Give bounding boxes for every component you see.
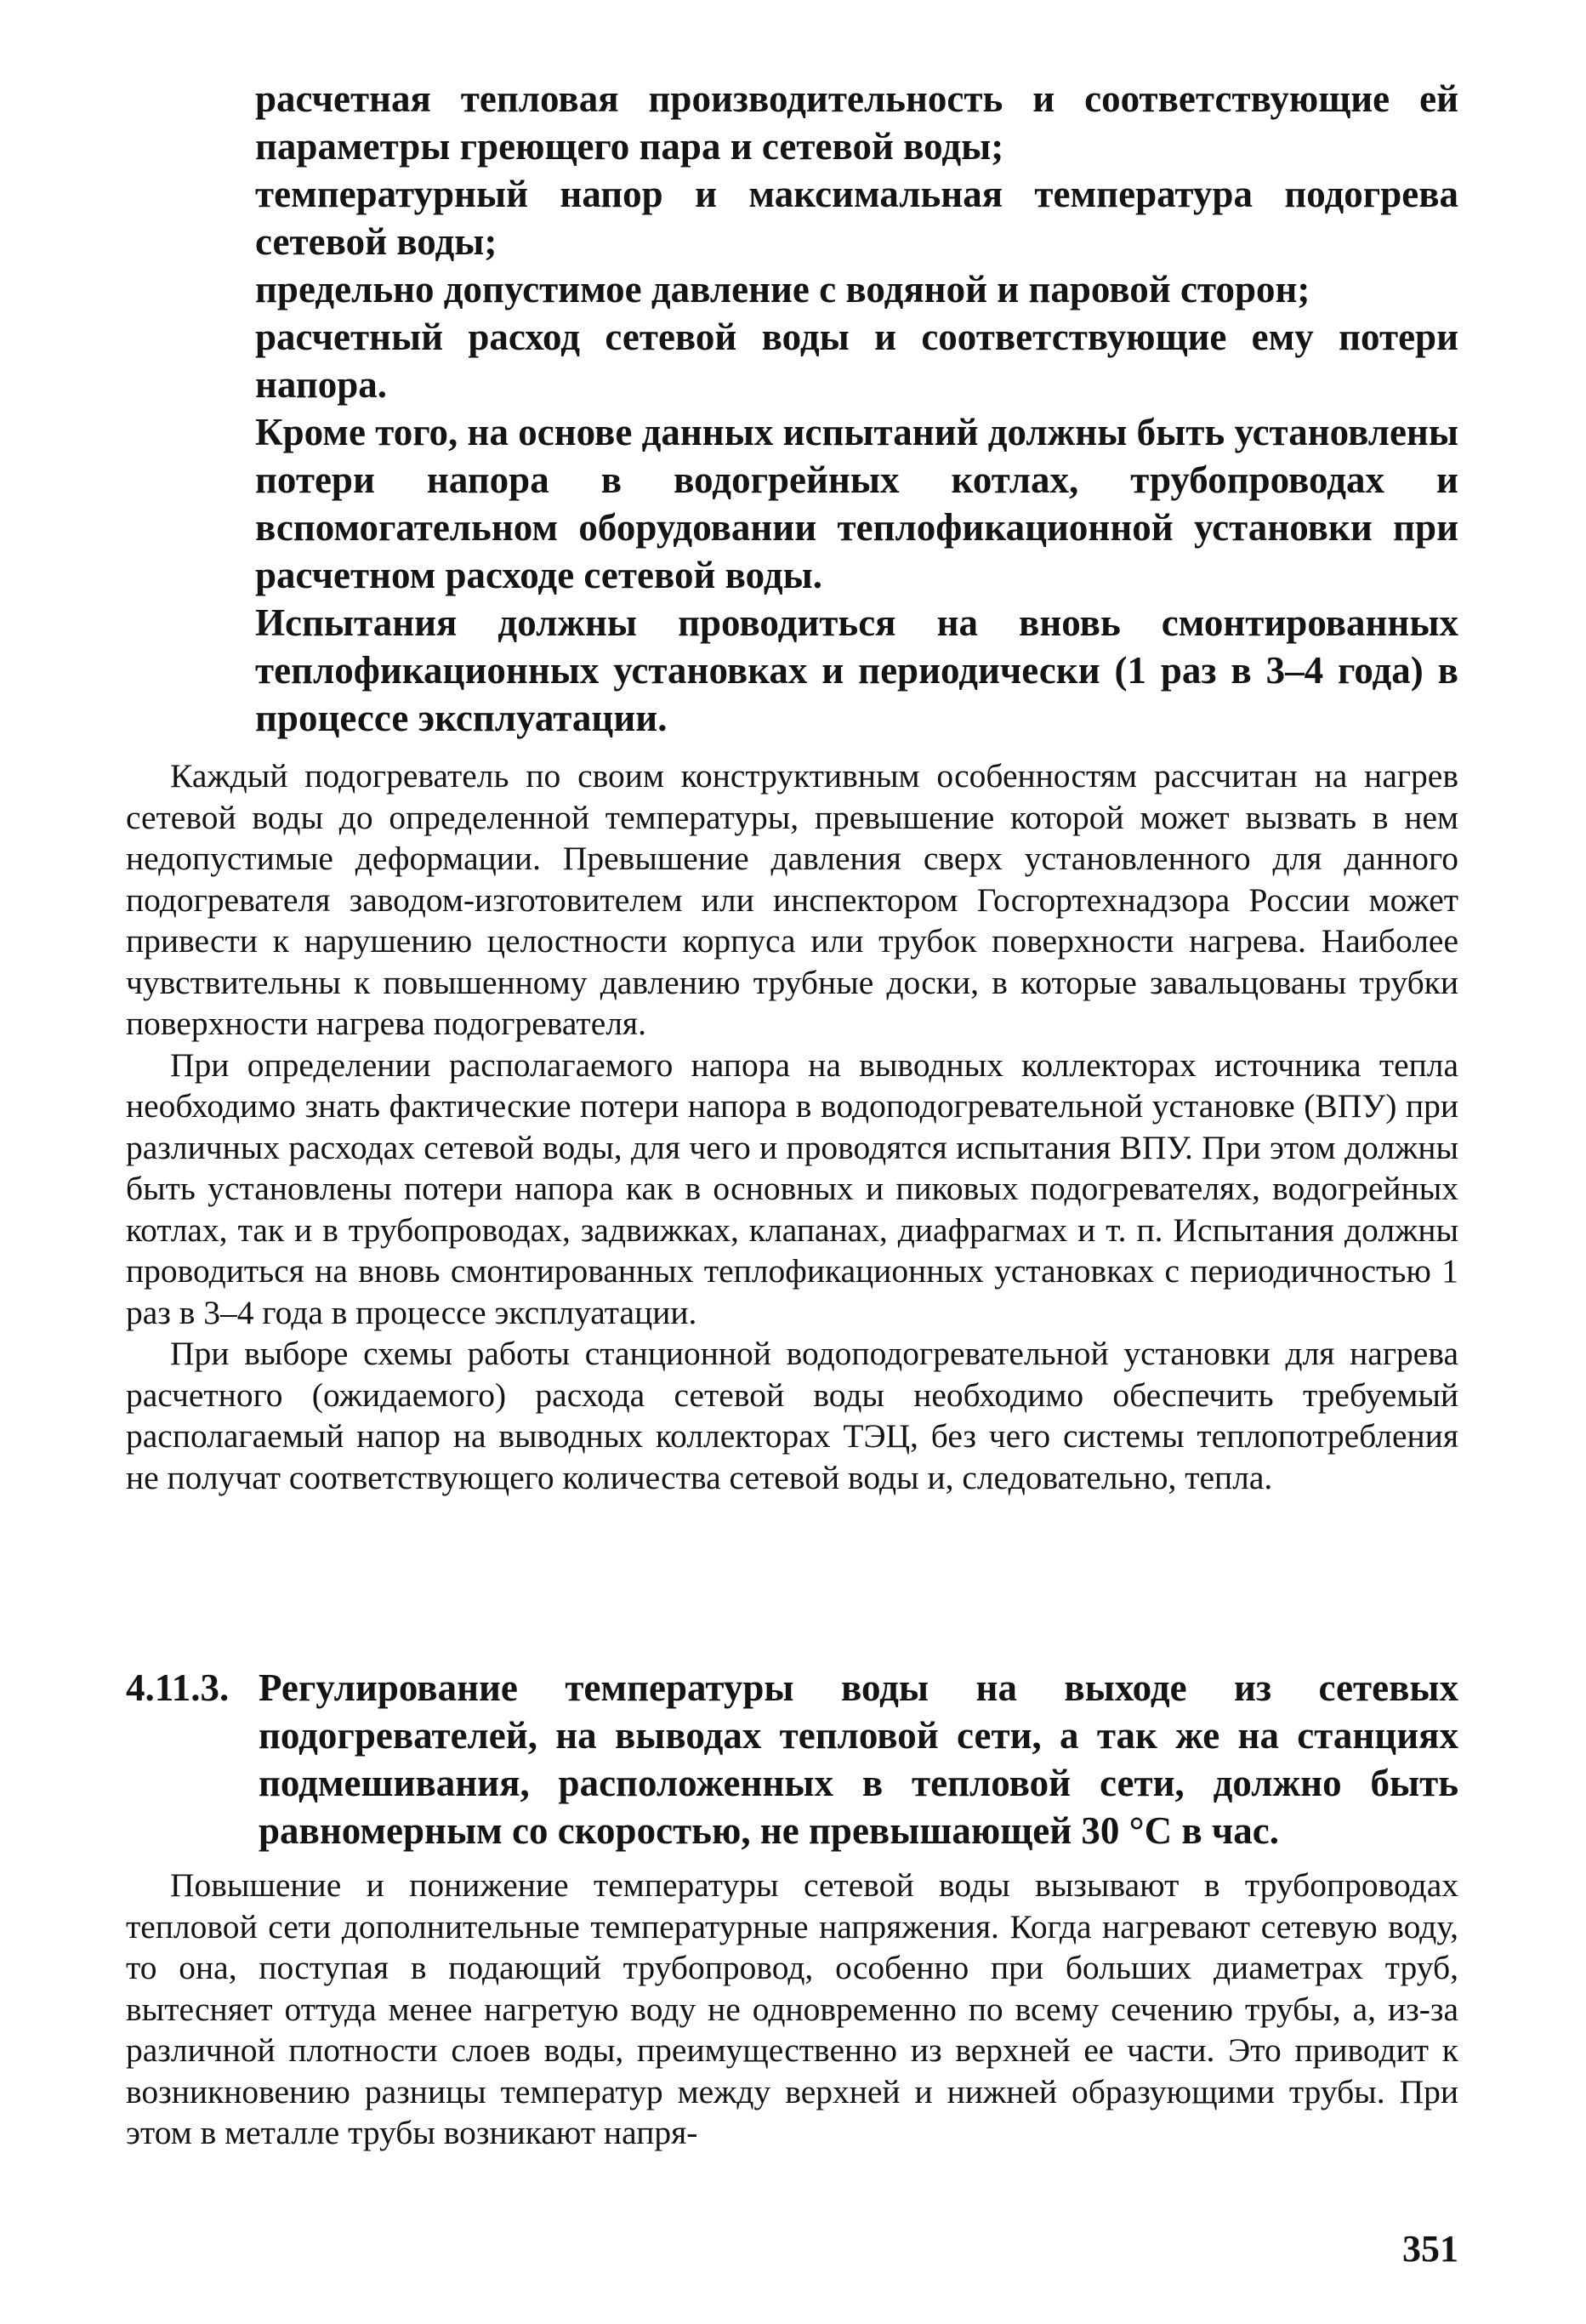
paragraph: Повышение и понижение температуры сетевой воды вызывают в трубопроводах тепловой сети дополнительные температурные напряжения. Когда нагревают сетевую воду, то она, поступая в подающий трубопровод, особенно при больших диаметрах труб, вытесняет оттуда менее нагретую воду не одновременно по всему сечению трубы, а, из-за различной плотности слоев воды, преимущественно из верхней ее части. Это приводит к возникновению разницы температур между верхней и нижней образующими трубы. При этом в металле трубы возникают напря-: [126, 1866, 1458, 2151]
section-number: 4.11.3.: [126, 1666, 230, 1709]
rule-item: Кроме того, на основе данных испытаний должны быть установлены потери напора в водогрейных котлах, трубопроводах и вспомогательном оборудовании теплофикационной установки при расчетном расходе сетевой воды.: [255, 411, 1458, 596]
commentary-text: [126, 755, 1458, 1498]
rule-item: Испытания должны проводиться на вновь смонтированных теплофикационных установках и периодически (1 раз в 3–4 года) в процессе эксплуатации.: [255, 601, 1458, 739]
page-number: 351: [1402, 2228, 1458, 2270]
paragraph: Каждый подогреватель по своим конструктивным особенностям рассчитан на нагрев сетевой воды до определенной температуры, превышение которой может вызвать в нем недопустимые деформации. Превышение давления сверх установленного для данного подогревателя заводом-изготовителем или инспектором Госгортехнадзора России может привести к нарушению целостности корпуса или трубок поверхности нагрева. Наиболее чувствительны к повышенному давлению трубные доски, в которые завальцованы трубки поверхности нагрева подогревателя.: [126, 757, 1458, 1042]
section-title: Регулирование температуры воды на выходе из сетевых подогревателей, на выводах тепловой сети, а так же на станциях подмешивания, расположенных в тепловой сети, должно быть равномерным со скоростью, не превышающей 30 °С в час.: [259, 1666, 1458, 1852]
paragraph: При определении располагаемого напора на выводных коллекторах источника тепла необходимо знать фактические потери напора в водоподогревательной установке (ВПУ) при различных расходах сетевой воды, для чего и проводятся испытания ВПУ. При этом должны быть установлены потери напора как в основных и пиковых подогревателях, водогрейных котлах, так и в трубопроводах, задвижках, клапанах, диафрагмах и т. п. Испытания должны проводиться на вновь смонтированных теплофикационных установках с периодичностью 1 раз в 3–4 года в процессе эксплуатации.: [126, 1045, 1458, 1331]
rule-item: температурный напор и максимальная температура подогрева сетевой воды;: [255, 173, 1458, 263]
rule-item: расчетный расход сетевой воды и соответствующие ему потери напора.: [255, 316, 1458, 406]
rule-item: расчетная тепловая производительность и соответствующие ей параметры греющего пара и сетевой воды;: [255, 77, 1458, 168]
paragraph: При выборе схемы работы станционной водоподогревательной установки для нагрева расчетного (ожидаемого) расхода сетевой воды необходимо обеспечить требуемый располагаемый напор на выводных коллекторах ТЭЦ, без чего системы теплопотребления не получат соответствующего количества сетевой воды и, следовательно, тепла.: [126, 1335, 1458, 1496]
rule-requirements-block: [255, 75, 1458, 742]
section-commentary-text: [126, 1865, 1458, 2154]
rule-item: предельно допустимое давление с водяной и паровой сторон;: [255, 268, 1310, 310]
